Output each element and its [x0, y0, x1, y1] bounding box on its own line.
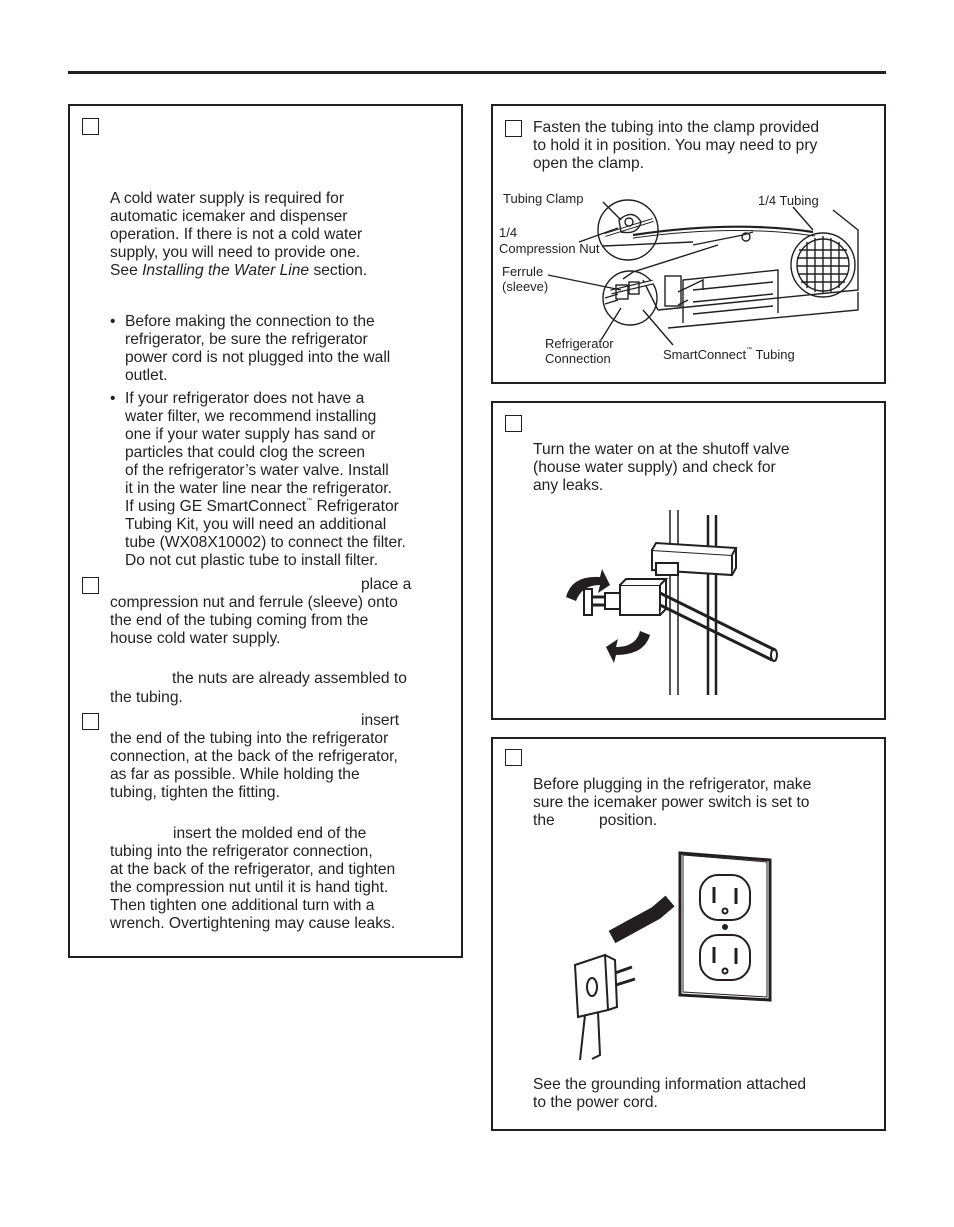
step3-line: tubing, tighten the fitting. [110, 784, 280, 801]
water-checkbox[interactable] [505, 415, 522, 432]
step3-first-line: insert [361, 712, 400, 729]
bullet-line: If your refrigerator does not have a [125, 390, 365, 407]
step3-note-line: Then tighten one additional turn with a [110, 897, 375, 914]
ge-smartconnect-text: If using GE SmartConnect [125, 498, 307, 515]
step3-note-line: tubing into the refrigerator connection, [110, 843, 373, 860]
water-text-line: Turn the water on at the shutoff valve [533, 441, 790, 458]
shutoff-valve-illustration [560, 505, 790, 700]
step2-line: compression nut and ferrule (sleeve) onto [110, 594, 398, 611]
intro-line: A cold water supply is required for [110, 190, 345, 207]
bullet-line: water filter, we recommend installing [125, 408, 377, 425]
step2-first-line: place a [361, 576, 412, 593]
power-text-position: position. [599, 812, 658, 829]
tubing-text: Tubing [752, 347, 795, 362]
see-text: See [110, 262, 143, 279]
step3-line: as far as possible. While holding the [110, 766, 360, 783]
intro-line: supply, you will need to provide one. [110, 244, 361, 261]
bullet-dot: • [110, 313, 116, 330]
step-checkbox-1[interactable] [82, 118, 99, 135]
bullet-line-ge [125, 498, 399, 516]
step3-note-line: the compression nut until it is hand tight. [110, 879, 389, 896]
step3-line: connection, at the back of the refrigerator, [110, 748, 398, 765]
power-footer-line: See the grounding information attached [533, 1076, 807, 1093]
label-quarter-tubing: 1/4 Tubing [758, 193, 819, 208]
label-connection: Connection [545, 351, 611, 366]
label-refrigerator: Refrigerator [545, 336, 614, 351]
clamp-checkbox[interactable] [505, 120, 522, 137]
intro-see-line [110, 262, 367, 280]
bullet-line: power cord is not plugged into the wall [125, 349, 391, 366]
step2-line: the end of the tubing coming from the [110, 612, 369, 629]
bullet-dot: • [110, 390, 116, 407]
see-text-end: section. [309, 262, 368, 279]
clamp-text-line: open the clamp. [533, 155, 644, 172]
bullet-line: particles that could clog the screen [125, 444, 366, 461]
water-text-line: (house water supply) and check for [533, 459, 776, 476]
bullet-line: Do not cut plastic tube to install filter. [125, 552, 379, 569]
bullet-line: Tubing Kit, you will need an additional [125, 516, 387, 533]
top-rule [68, 71, 886, 74]
step2-note-line: the nuts are already assembled to [172, 670, 407, 687]
step3-note-line: at the back of the refrigerator, and tighten [110, 861, 396, 878]
step-checkbox-2[interactable] [82, 577, 99, 594]
label-compression-nut: Compression Nut [499, 241, 600, 256]
label-smartconnect-tubing [663, 347, 795, 362]
bullet-line: one if your water supply has sand or [125, 426, 376, 443]
clamp-text-line: to hold it in position. You may need to pry [533, 137, 818, 154]
trademark-mark: ™ [306, 498, 313, 504]
bullet-line: refrigerator, be sure the refrigerator [125, 331, 368, 348]
label-tubing-clamp: Tubing Clamp [503, 191, 584, 206]
power-text-line: Before plugging in the refrigerator, make [533, 776, 812, 793]
trademark-mark: ™ [746, 347, 753, 353]
bullet-line: of the refrigerator’s water valve. Install [125, 462, 389, 479]
clamp-text-line: Fasten the tubing into the clamp provided [533, 119, 820, 136]
intro-line: operation. If there is not a cold water [110, 226, 363, 243]
power-footer-line: to the power cord. [533, 1094, 658, 1111]
step3-note-first: insert the molded end of the [173, 825, 367, 842]
power-checkbox[interactable] [505, 749, 522, 766]
refrigerator-text: Refrigerator [312, 498, 399, 515]
step2-line: house cold water supply. [110, 630, 281, 647]
label-compression-fraction: 1/4 [499, 225, 518, 240]
step2-note-line: the tubing. [110, 689, 183, 706]
bullet-line: outlet. [125, 367, 168, 384]
power-text-line: sure the icemaker power switch is set to [533, 794, 810, 811]
bullet-line: it in the water line near the refrigerator. [125, 480, 392, 497]
step3-line: the end of the tubing into the refrigerator [110, 730, 389, 747]
power-text-the: the [533, 812, 555, 829]
label-ferrule-sleeve: (sleeve) [502, 279, 549, 294]
label-ferrule: Ferrule [502, 264, 544, 279]
see-section-link: Installing the Water Line [142, 262, 310, 279]
step-checkbox-3[interactable] [82, 713, 99, 730]
smartconnect-text: SmartConnect [663, 347, 747, 362]
intro-line: automatic icemaker and dispenser [110, 208, 348, 225]
bullet-line: tube (WX08X10002) to connect the filter. [125, 534, 406, 551]
power-outlet-illustration [570, 845, 780, 1065]
bullet-line: Before making the connection to the [125, 313, 375, 330]
water-text-line: any leaks. [533, 477, 604, 494]
step3-note-line: wrench. Overtightening may cause leaks. [110, 915, 396, 932]
